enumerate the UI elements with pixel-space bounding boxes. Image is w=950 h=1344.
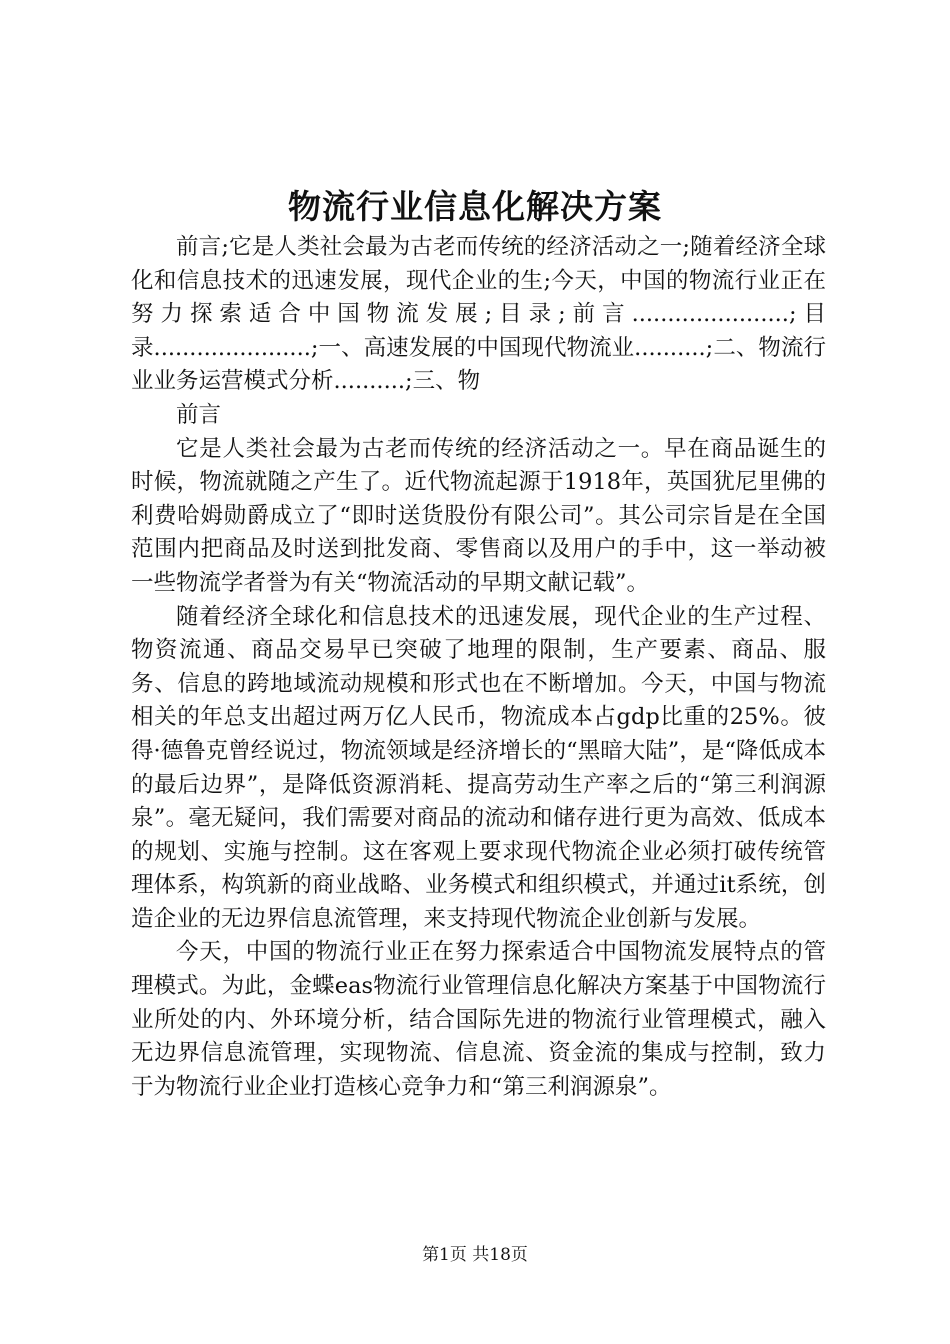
body-paragraph-history: 它是人类社会最为古老而传统的经济活动之一。早在商品诞生的时候，物流就随之产生了。近代物流起源于1918年，英国犹尼里佛的利费哈姆勋爵成立了“即时送货股份有限公司”。其公司宗旨是在全国范围内把商品及时送到批发商、零售商以及用户的手中，这一举动被一些物流学者誉为有关“物流活动的早期文献记载”。 (131, 435, 826, 596)
document-body (131, 231, 826, 1104)
document-title: 物流行业信息化解决方案 (288, 187, 662, 226)
summary-paragraph: 前言;它是人类社会最为古老而传统的经济活动之一;随着经济全球化和信息技术的迅速发展，现代企业的生;今天，中国的物流行业正在努力探索适合中国物流发展;目录;前言......................;目录......................;一、高速发展的中国现代物流业..........;二、物流行业业务运营模式分析..........;三、物 (131, 234, 826, 395)
body-paragraph-globalization: 随着经济全球化和信息技术的迅速发展，现代企业的生产过程、物资流通、商品交易早已突破了地理的限制，生产要素、商品、服务、信息的跨地域流动规模和形式也在不断增加。今天，中国与物流相关的年总支出超过两万亿人民币，物流成本占gdp比重的25%。彼得·德鲁克曾经说过，物流领域是经济增长的“黑暗大陆”，是“降低成本的最后边界”，是降低资源消耗、提高劳动生产率之后的“第三利润源泉”。毫无疑问，我们需要对商品的流动和储存进行更为高效、低成本的规划、实施与控制。这在客观上要求现代物流企业必须打破传统管理体系，构筑新的商业战略、业务模式和组织模式，并通过it系统，创造企业的无边界信息流管理，来支持现代物流企业创新与发展。 (131, 603, 826, 932)
body-paragraph-solution: 今天，中国的物流行业正在努力探索适合中国物流发展特点的管理模式。为此，金蝶eas物流行业管理信息化解决方案基于中国物流行业所处的内、外环境分析，结合国际先进的物流行业管理模式，融入无边界信息流管理，实现物流、信息流、资金流的集成与控制，致力于为物流行业企业打造核心竞争力和“第三利润源泉”。 (131, 939, 826, 1100)
section-heading-preface: 前言 (176, 401, 222, 428)
page-footer: 第1页 共18页 (422, 1245, 528, 1265)
